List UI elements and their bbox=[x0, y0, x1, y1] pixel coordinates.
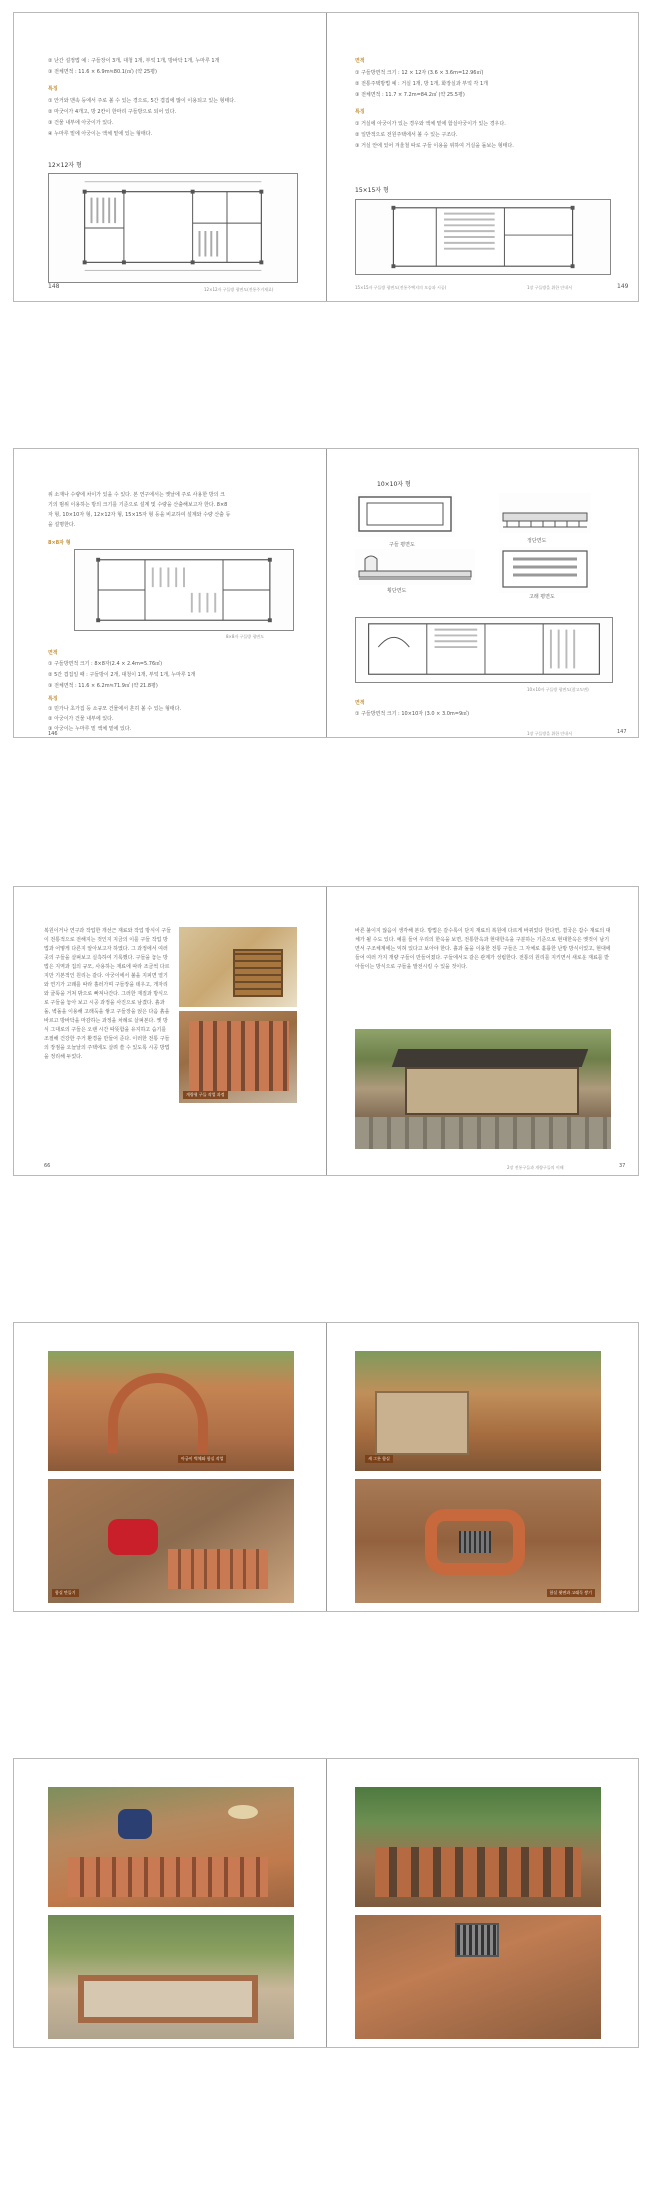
area-line: ③ 전체면적 : 11.6 × 6.2m≒71.9㎡ (약 21.8평) bbox=[48, 683, 158, 689]
photo-caption: 아궁이 벽체와 함실 작업 bbox=[178, 1455, 226, 1463]
plan-caption: 10×10자 구들방 평면도(참고도면) bbox=[527, 687, 589, 692]
feature-line: ① 거실에 아궁이가 있는 경우와 액체 밑에 함실아궁이가 있는 경우다. bbox=[355, 121, 506, 127]
page-148 bbox=[14, 13, 326, 301]
section-drawing-1 bbox=[355, 493, 455, 537]
photo-page-left bbox=[14, 1759, 326, 2047]
page-number: 149 bbox=[617, 283, 629, 290]
photo-firebox-pot bbox=[355, 1351, 601, 1471]
section-drawing-2 bbox=[499, 493, 591, 533]
area-line: ① 구들방면적 크기 : 10×10자 (3.0 × 3.0m=9㎡) bbox=[355, 711, 470, 717]
area-line-2: ② 난간 설정법 예 : 구들장이 3개, 대청 1개, 부엌 1개, 방바닥 1개, 누마루 1개 bbox=[48, 58, 220, 64]
feature-line: ③ 거실 안에 있어 겨울철 따로 구들 이용을 위하여 거실을 돌보는 형태다. bbox=[355, 143, 514, 149]
feature-heading: 특징 bbox=[48, 696, 58, 702]
intro-line: 자 형, 10×10자 형, 12×12자 형, 15×15자 형 등을 비교하여 설계와 수량 산출 등 bbox=[48, 512, 231, 518]
photo-brick-wall bbox=[179, 927, 297, 1007]
floor-plan-drawing bbox=[356, 200, 610, 274]
photo-flue-channels bbox=[355, 1787, 601, 1907]
photo-page-left bbox=[14, 1323, 326, 1611]
floor-plan-15x15 bbox=[355, 199, 611, 275]
page-number: 146 bbox=[48, 731, 58, 737]
page-66 bbox=[14, 887, 326, 1175]
book-spread-1 bbox=[13, 12, 639, 302]
photo-brick-rubble bbox=[355, 1915, 601, 2039]
floor-plan-drawing bbox=[49, 174, 297, 282]
floor-plan-10x10 bbox=[355, 617, 613, 683]
page-number: 148 bbox=[48, 283, 60, 290]
floor-plan-8x8 bbox=[74, 549, 294, 631]
running-head: 1장 구들방을 위한 안내서 bbox=[527, 731, 572, 736]
area-line: ② 5간 겹집일 때 : 구들방이 2개, 대청이 1개, 부엌 1개, 누마루 1개 bbox=[48, 672, 196, 678]
intro-line: 을 설명한다. bbox=[48, 522, 76, 528]
page-149 bbox=[326, 13, 638, 301]
section-drawing bbox=[355, 549, 475, 585]
photo-laying-bricks bbox=[48, 1787, 294, 1907]
intro-line: 기의 범위 이용하는 방의 크기를 기준으로 설계 및 수량을 산출해보고자 한다. 8×8 bbox=[48, 502, 228, 508]
feature-line: ② 아궁이가 건물 내부에 있다. bbox=[48, 716, 114, 722]
section-drawing bbox=[499, 493, 591, 533]
area-line: ② 전통주택방법 예 : 거실 1개, 방 1개, 화장실과 부엌 각 1개 bbox=[355, 81, 488, 87]
page-number: 147 bbox=[617, 729, 627, 735]
feature-line: ② 마굿이가 4개고, 방 2칸이 한마리 구들방으로 되어 있다. bbox=[48, 109, 177, 115]
feature-line: ① 안거와 맨속 등에서 주로 볼 수 있는 경으로, 5간 겹집에 많이 이용되고 있는 형태다. bbox=[48, 98, 236, 104]
body-text: 복원이거나 연구과 작업한 개선근 재료와 작업 방식이 구들이 전통적으로 전해지는 것인지 지금의 이를 구들 작업 방법과 어떻게 다른지 알아보고자 하였다. 그 과정에서 여러 곳의 구들을 살펴보고 실측하여 기록했다. 구들을 놓는 방법은 지역과 집의 규모, 사용하는 재료에 따라 조금씩 다르지만 기본적인 원리는 같다. 아궁이에서 불을 지피면 열기와 연기가 고래를 따라 흘러가며 구들장을 데우고, 개자리와 굴뚝을 거쳐 밖으로 빠져나간다. 그러한 재질과 방식으로 구들을 놓아 보고 시공 과정을 사진으로 남겼다. 흙과 돌, 벽돌을 이용해 고래둑을 쌓고 구들장을 얹은 다음 흙을 바르고 방바닥을 마감하는 과정을 차례로 살펴본다. 옛 방식 그대로의 구들은 오랜 시간 따뜻함을 유지하고 습기를 조절해 건강한 주거 환경을 만들어 준다. 이러한 전통 구들의 장점을 오늘날의 주택에도 살려 쓸 수 있도록 시공 방법을 정리해 두었다. bbox=[44, 928, 172, 1060]
drawing-label: 횡단면도 bbox=[387, 588, 407, 594]
feature-line: ① 민가나 초가집 등 소규모 건물에서 흔히 볼 수 있는 형태다. bbox=[48, 706, 182, 712]
area-heading: 면적 bbox=[355, 58, 365, 64]
area-line: ① 구들방면적 크기 : 12 × 12자 (3.6 × 3.6m=12.96㎡) bbox=[355, 70, 484, 76]
feature-line: ④ 누마루 밑에 아궁이는 액체 밑에 있는 형태다. bbox=[48, 131, 153, 137]
plan-title: 12×12자 형 bbox=[48, 162, 82, 169]
photo-page-right bbox=[326, 1759, 638, 2047]
section-drawing bbox=[499, 547, 591, 593]
area-heading: 면적 bbox=[355, 700, 365, 706]
photo-group-work bbox=[48, 1915, 294, 2039]
plan-caption: 8×8자 구들방 평면도 bbox=[226, 634, 265, 639]
drawing-label: 구들 평면도 bbox=[389, 542, 415, 548]
plan-title: 15×15자 형 bbox=[355, 187, 389, 194]
body-text: 바른 불이지 않음이 생각해 본다. 방법은 갈수록이 단지 재료의 복원에 다르게 바뀌었다 한다면, 결국은 갑수 재료의 대체가 될 수도 있다. 예를 들어 우리의 한옥을 보면, 전통한옥과 현대한옥을 구분하는 기준으로 현대한옥은 옛것이 남기면서 구조체계에는 익혀 있다고 보아야 한다. 흙과 돌을 이용한 전통 구들은 그 자체로 훌륭한 난방 방식이었고, 현대에 들어 여러 가지 개량 구들이 만들어졌다. 구들에서도 같은 관계가 성립한다. 전통의 원리를 지키면서 새로운 재료를 받아들이는 방식으로 구들을 발전시킬 수 있을 것이다. bbox=[355, 928, 611, 970]
photo-caption: 함실 윗면과 고래둑 쌓기 bbox=[547, 1589, 595, 1597]
book-spread-3 bbox=[13, 886, 639, 1176]
feature-line: ③ 아궁이는 누마루 밑 액체 밑에 있다. bbox=[48, 726, 132, 732]
running-head: 2장 전통구들과 개량구들의 이해 bbox=[507, 1165, 564, 1170]
page-147 bbox=[326, 449, 638, 737]
drawing-label: 고래 평면도 bbox=[529, 594, 555, 600]
area-line: ① 구들방면적 크기 : 8×8자(2.4 × 2.4m=5.76㎡) bbox=[48, 661, 163, 667]
page-number: 37 bbox=[619, 1163, 626, 1169]
photo-caption: 새 그릇 함실 bbox=[365, 1455, 393, 1463]
area-line-3: ③ 전체면적 : 11.6 × 6.9m≒80.1(㎡) (약 25평) bbox=[48, 69, 157, 75]
book-spread-5 bbox=[13, 1758, 639, 2048]
photo-brick-gudeul bbox=[179, 1011, 297, 1103]
photo-firebox-grate bbox=[355, 1479, 601, 1603]
page-37 bbox=[326, 887, 638, 1175]
feature-line: ③ 건물 내부에 아궁이가 있다. bbox=[48, 120, 114, 126]
photo-worker-bricks bbox=[48, 1479, 294, 1603]
plan-caption: 12×12자 구들방 평면도(전통주거재료) bbox=[204, 287, 274, 292]
floor-plan-drawing bbox=[75, 550, 293, 630]
page-number: 66 bbox=[44, 1163, 51, 1169]
page-146 bbox=[14, 449, 326, 737]
section-drawing-4 bbox=[499, 547, 591, 593]
drawing-label: 정단면도 bbox=[527, 538, 547, 544]
section-drawing-3 bbox=[355, 549, 475, 585]
plan-title: 8×8자 형 bbox=[48, 540, 71, 546]
photo-caption: 함실 만들기 bbox=[52, 1589, 79, 1597]
plan-caption: 15×15자 구들방 평면도(전통주택지의 모습과 시공) bbox=[355, 285, 447, 290]
book-spread-2 bbox=[13, 448, 639, 738]
area-line: ③ 전체면적 : 11.7 × 7.2m=84.2㎡ (약 25.5평) bbox=[355, 92, 465, 98]
photo-hanok-house bbox=[355, 1029, 611, 1149]
plan-title: 10×10자 형 bbox=[377, 481, 411, 488]
floor-plan-12x12 bbox=[48, 173, 298, 283]
running-head: 1장 구들방을 위한 안내서 bbox=[527, 285, 572, 290]
book-spread-4 bbox=[13, 1322, 639, 1612]
photo-arch-firebox bbox=[48, 1351, 294, 1471]
feature-heading: 특징 bbox=[48, 86, 58, 92]
intro-line: 위 소재나 수량에 차이가 있을 수 있다. 본 연구에서는 옛날에 주로 사용한 방의 크 bbox=[48, 492, 225, 498]
section-drawing bbox=[355, 493, 455, 537]
feature-line: ② 일반적으로 전원주택에서 볼 수 있는 구조다. bbox=[355, 132, 458, 138]
floor-plan-drawing bbox=[356, 618, 612, 682]
feature-heading: 특징 bbox=[355, 109, 365, 115]
photo-page-right bbox=[326, 1323, 638, 1611]
area-heading: 면적 bbox=[48, 650, 58, 656]
photo-caption: 개량형 구들 작업 과정 bbox=[183, 1091, 228, 1099]
